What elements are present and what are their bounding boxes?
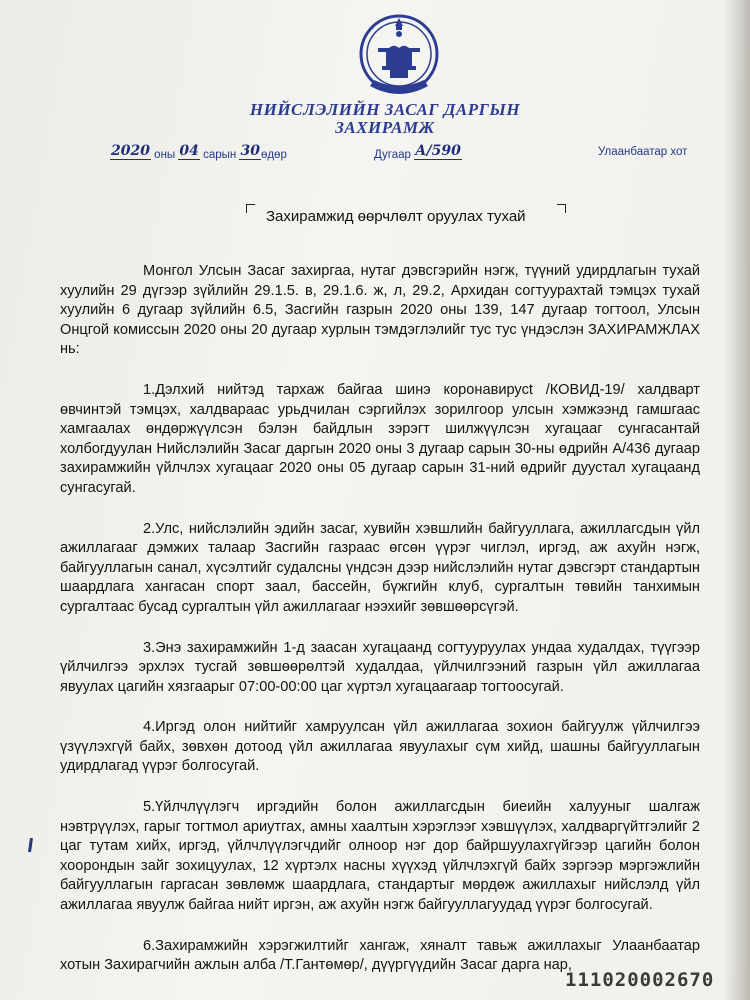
date-day: 30 bbox=[240, 143, 260, 159]
city-name: Улаанбаатар хот bbox=[598, 146, 688, 158]
document-body bbox=[60, 262, 700, 997]
order-number: А/590 bbox=[415, 143, 461, 159]
org-title-line2: ЗАХИРАМЖ bbox=[335, 118, 435, 137]
clause-3: 3.Энэ захирамжийн 1-д заасан хугацаанд согтууруулах ундаа худалдах, түүгээр үйлчилгээ эрхлэх тусгай зөвшөөрөлтэй худалдаа, үйлчилгээний газрын үйл ажиллагаа явуулах цагийн хязгаарыг 07:00-00:00 цаг хүртэл хугацаагаар тогтоосугай. bbox=[60, 639, 700, 695]
preamble-paragraph: Монгол Улсын Засаг захиргаа, нутаг дэвсгэрийн нэгж, түүний удирдлагын тухай хуулийн 29 дүгээр зүйлийн 29.1.5. в, 29.1.6. ж, л, 29.2, Архидан согтуурахтай тэмцэх тухай хуулийн 6 дугаар зүйлийн 6.5, Засгийн газрын 2020 оны 139, 147 дугаар тогтоол, Улсын Онцгой комиссын 2020 оны 20 дугаар хурлын тэмдэглэлийг тус тус үндэслэн ЗАХИРАМЖЛАХ нь: bbox=[60, 263, 700, 358]
title-bracket-right bbox=[557, 204, 566, 213]
date-year: 2020 bbox=[111, 143, 150, 159]
clause-6: 6.Захирамжийн хэрэгжилтийг хангаж, хяналт тавьж ажиллахыг Улаанбаатар хотын Захирагчийн ажлын алба /Т.Гантөмөр/, дүүргүүдийн Засаг дарга нар, bbox=[60, 937, 700, 974]
date-day-suffix: өдөр bbox=[260, 149, 287, 161]
clause-5: 5.Үйлчлүүлэгч иргэдийн болон ажиллагсдын биеийн халууныг шалгаж нэвтрүүлэх, гарыг тогтмол ариутгах, амны хаалтын хэрэглээг хэвшүүлэх, халдваргүйтгэлийг 2 цаг тутам хийх, иргэд, үйлчлүүлэгчдийг олноор нэг дор байршуулахгүйгээр цагийн болон хоорондын зайг зохицуулах, 12 хүртэлх насны хүүхэд үйлчлэхгүй байх зэргээр мэргэжлийн байгууллагын гаргасан зөвлөмж шаардлага, стандартыг мөрдөж ажиллахыг нийслэлд үйл ажиллагаа явуулж байгаа нийт иргэн, аж ахуйн нэгж байгууллагуудад үүрэг болгосугай. bbox=[60, 799, 700, 914]
number-label: Дугаар bbox=[374, 149, 411, 161]
date-month: 04 bbox=[179, 143, 199, 159]
state-emblem-icon bbox=[356, 8, 442, 104]
clause-4: 4.Иргэд олон нийтийг хамруулсан үйл ажиллагаа зохион байгуулж үйлчилгээ үзүүлэхгүй байх, зөвхөн дотоод үйл ажиллагаа явуулахыг сүм хийд, шашны байгууллагын удирдлагад үүрэг болгосугай. bbox=[60, 719, 700, 775]
org-title-line1: НИЙСЛЭЛИЙН ЗАСАГ ДАРГЫН bbox=[249, 100, 521, 119]
clause-2: 2.Улс, нийслэлийн эдийн засаг, хувийн хэвшлийн байгууллага, ажиллагсдын үйл ажиллагааг дэмжих талаар Засгийн газраас өгсөн үүрэг чиглэл, иргэд, аж ахуйн нэгж, байгууллагын санал, хүсэлтийг судалсны үндсэн дээр нийслэлийн нутаг дэвсгэрт стандартын шаардлага хангасан спорт заал, бассейн, бүжгийн клуб, сургалтын төвийн танхимын сургалтаас бусад сургалтын үйл ажиллагааг нээхийг зөвшөөрсүгэй. bbox=[60, 520, 700, 615]
document-title: Захирамжид өөрчлөлт оруулах тухай bbox=[266, 208, 526, 225]
title-bracket-left bbox=[246, 204, 255, 213]
clause-1: 1.Дэлхий нийтэд тархаж байгаа шинэ коронавирусt /КОВИД-19/ халдварт өвчинтэй тэмцэх, халдвараас урьдчилан сэргийлэх зорилгоор улсын хэмжээнд гамшгаас хамгаалах өндөржүүлсэн бэлэн байдлын зэрэгт шилжүүлсэн хугацааг сунгасантай холбогдуулан Нийслэлийн Засаг даргын 2020 оны 3 дугаар сарын 30-ны өдрийн А/436 дугаар захирамжийн үйлчлэх хугацааг 2020 оны 05 дугаар сарын 31-ний өдрийг дуустал хугацаанд сунгасугай. bbox=[60, 381, 700, 496]
date-month-suffix: сарын bbox=[203, 149, 237, 161]
document-serial-number: 111020002670 bbox=[565, 969, 715, 991]
page-edge-shadow bbox=[724, 0, 750, 1000]
date-year-suffix: оны bbox=[154, 149, 176, 161]
margin-pen-mark bbox=[28, 838, 33, 852]
